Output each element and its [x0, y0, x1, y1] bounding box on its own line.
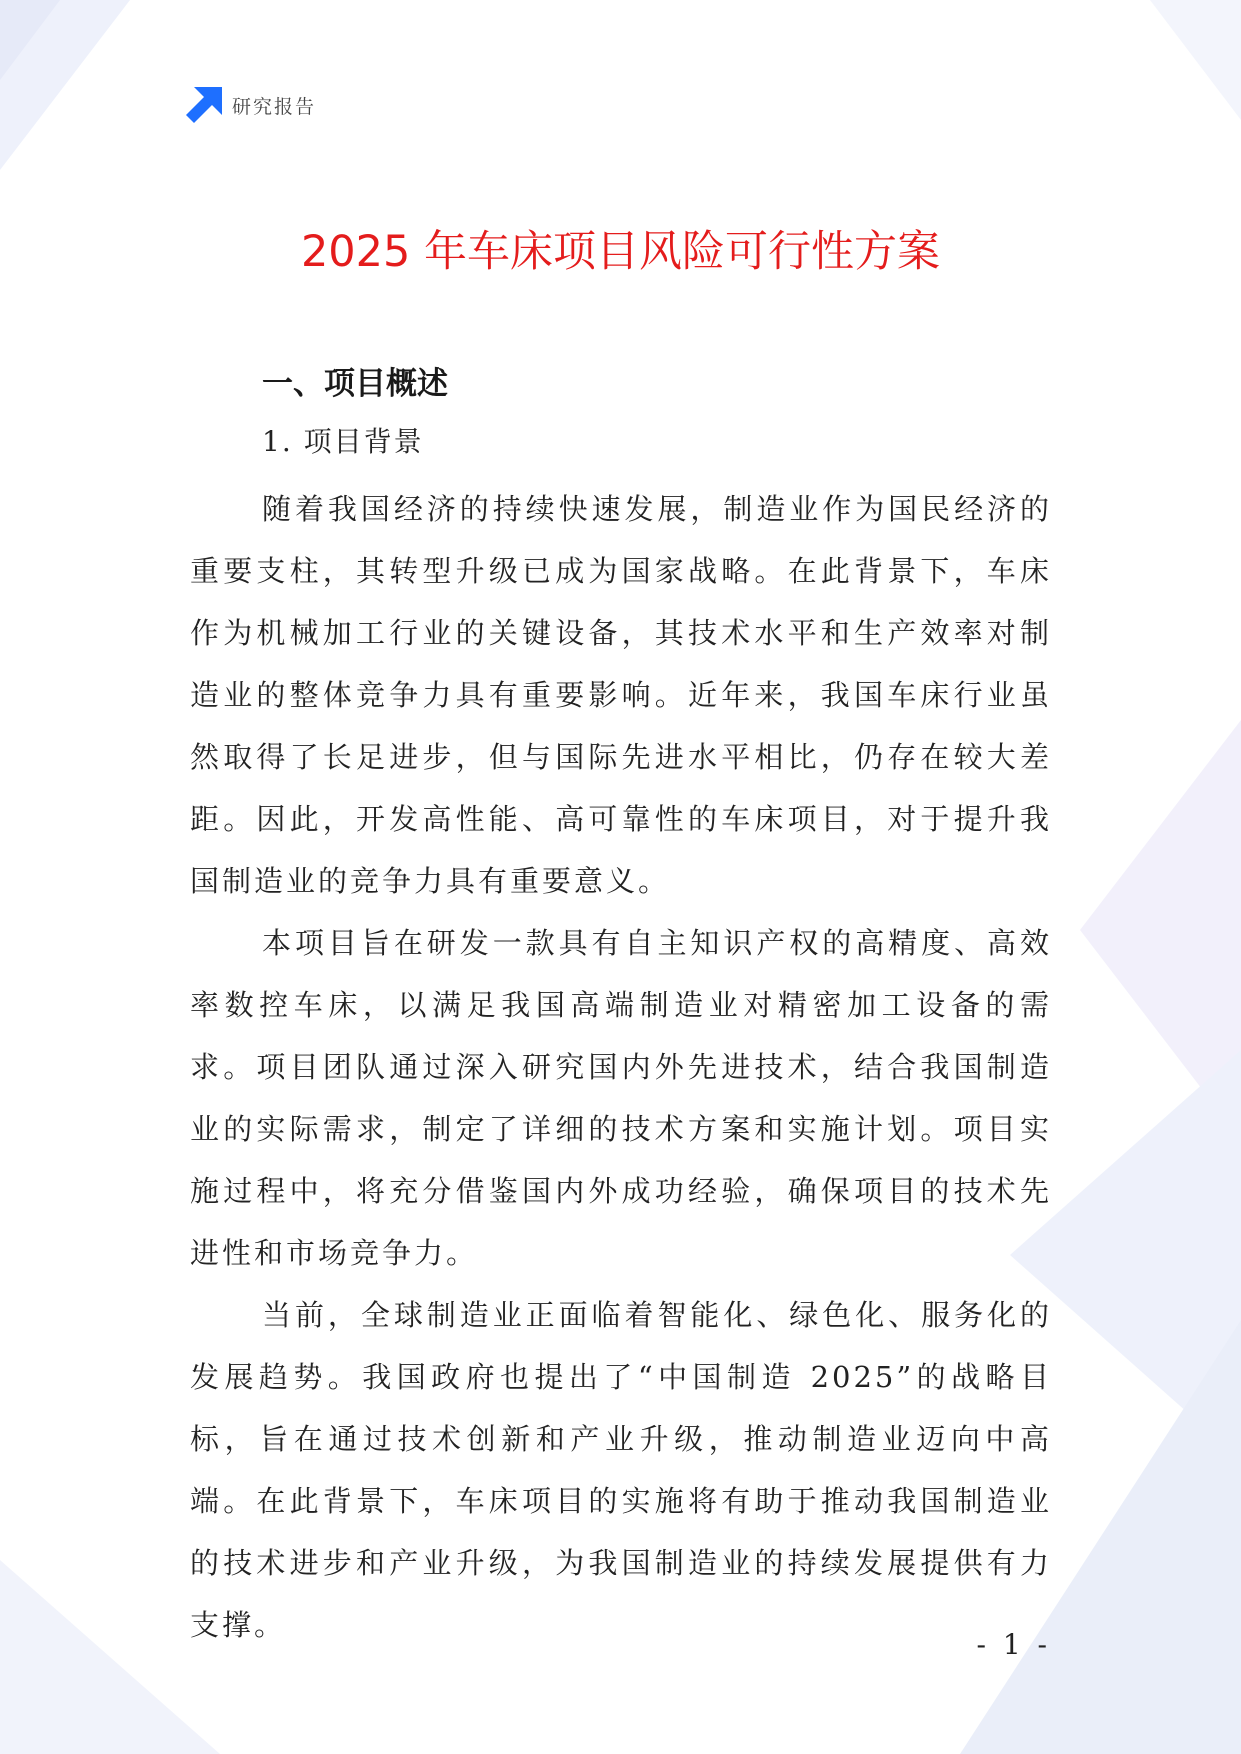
document-title: 2025 年车床项目风险可行性方案 [300, 227, 941, 277]
sub-heading: 1. 项目背景 [262, 425, 424, 458]
page-number: - 1 - [976, 1628, 1051, 1661]
section-heading: 一、项目概述 [262, 366, 448, 402]
paragraph: 随着我国经济的持续快速发展，制造业作为国民经济的重要支柱，其转型升级已成为国家战略。在此背景下，车床作为机械加工行业的关键设备，其技术水平和生产效率对制造业的整体竞争力具有重要影响。近年来，我国车床行业虽然取得了长足进步，但与国际先进水平相比，仍存在较大差距。因此，开发高性能、高可靠性的车床项目，对于提升我国制造业的竞争力具有重要意义。 [190, 492, 1052, 898]
paragraph: 当前，全球制造业正面临着智能化、绿色化、服务化的发展趋势。我国政府也提出了“中国制造 2025”的战略目标，旨在通过技术创新和产业升级，推动制造业迈向中高端。在此背景下，车床项目的实施将有助于推动我国制造业的技术进步和产业升级，为我国制造业的持续发展提供有力支撑。 [190, 1298, 1052, 1642]
body-text [190, 478, 1052, 1656]
arrow-up-right-icon [186, 87, 222, 123]
brand-label: 研究报告 [232, 96, 317, 118]
paragraph: 本项目旨在研发一款具有自主知识产权的高精度、高效率数控车床，以满足我国高端制造业对精密加工设备的需求。项目团队通过深入研究国内外先进技术，结合我国制造业的实际需求，制定了详细的技术方案和实施计划。项目实施过程中，将充分借鉴国内外成功经验，确保项目的技术先进性和市场竞争力。 [190, 926, 1052, 1270]
